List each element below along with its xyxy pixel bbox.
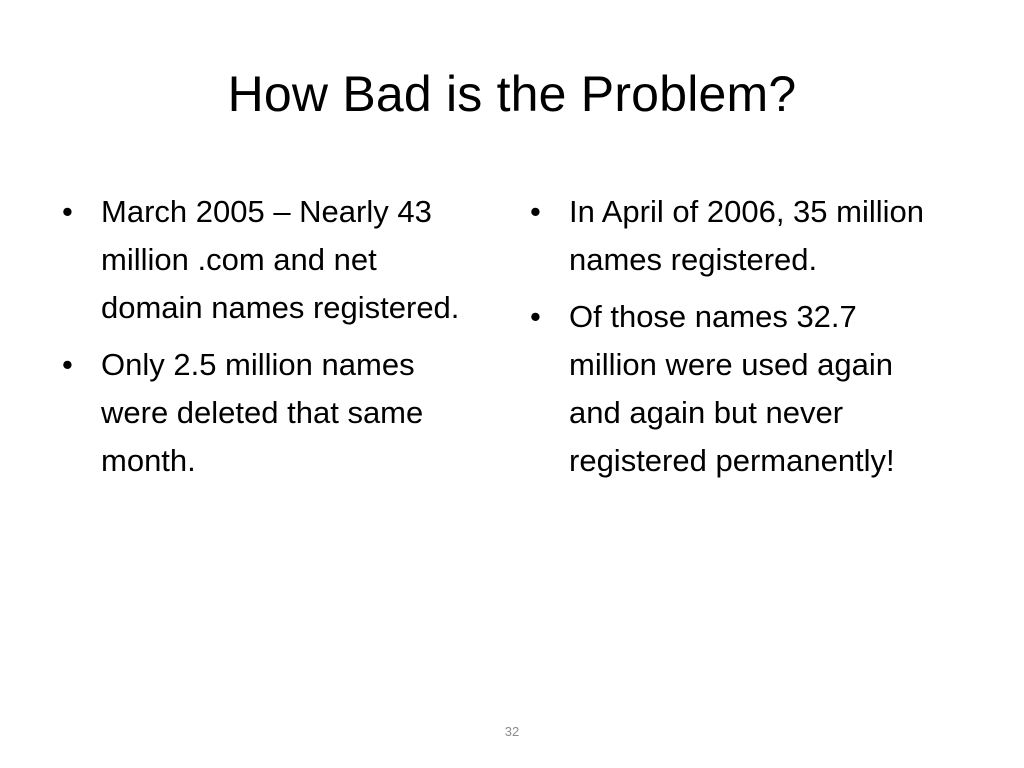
left-bullet-list	[62, 188, 482, 494]
bullet-text: March 2005 – Nearly 43 million .com and net domain names registered.	[101, 194, 460, 325]
bullet-text: Of those names 32.7 million were used again and again but never registered permanently!	[569, 299, 895, 478]
bullet-item	[62, 188, 482, 332]
bullet-dot-icon: •	[530, 194, 541, 229]
bullet-dot-icon: •	[62, 194, 73, 229]
bullet-dot-icon: •	[530, 299, 541, 334]
slide-title: How Bad is the Problem?	[227, 66, 797, 122]
bullet-text: Only 2.5 million names were deleted that same month.	[101, 347, 424, 478]
bullet-dot-icon: •	[62, 347, 73, 382]
bullet-text: In April of 2006, 35 million names registered.	[569, 194, 924, 277]
right-bullet-list	[530, 188, 950, 494]
page-number: 32	[504, 724, 520, 739]
bullet-item	[530, 188, 950, 284]
bullet-item	[62, 341, 482, 485]
bullet-item	[530, 293, 950, 485]
